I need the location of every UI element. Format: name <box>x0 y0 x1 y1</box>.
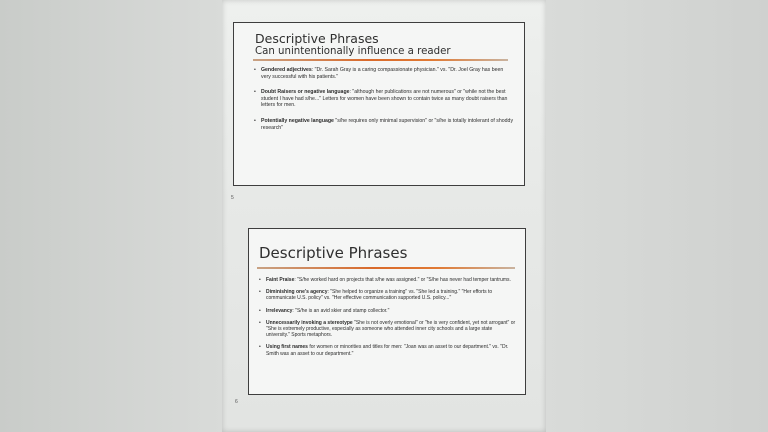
background-right <box>546 0 768 432</box>
list-item: • Faint Praise: "S/he worked hard on projects that s/he was assigned." or "S/he has never had temper tantrums. <box>259 277 517 283</box>
bullet-list <box>259 277 517 363</box>
slide-6 <box>248 228 526 395</box>
page-number: 6 <box>235 399 238 405</box>
list-item: • Gendered adjectives: "Dr. Sarah Gray is a caring compassionate physician." vs. "Dr. Joel Gray has been very successful with his patients." <box>254 67 514 80</box>
list-item: • Using first names for women or minorities and titles for men: "Joan was an asset to our department." vs. "Dr. Smith was an asset to our department." <box>259 344 517 356</box>
background-left <box>0 0 222 432</box>
slide-title: Descriptive Phrases <box>255 31 379 46</box>
slide-title: Descriptive Phrases <box>259 244 408 262</box>
bullet-list <box>254 67 514 140</box>
list-item: • Potentially negative language "s/he requires only minimal supervision" or "s/he is totally intolerant of shoddy research" <box>254 118 514 131</box>
slide-subtitle: Can unintentionally influence a reader <box>255 46 451 57</box>
list-item: • Irrelevancy: "S/he is an avid skier and stamp collector." <box>259 308 517 314</box>
page-number: 5 <box>231 195 234 201</box>
title-underline <box>257 267 515 269</box>
list-item: • Doubt Raisers or negative language: "although her publications are not numerous" or "while not the best student I have had s/he..." Letters for women have been shown to contain twice as many doubt raisers than letters for men. <box>254 89 514 109</box>
slide-5 <box>233 22 525 186</box>
list-item: • Unnecessarily invoking a stereotype "She is not overly emotional" or "he is very confident, yet not arrogant" or "She is extremely productive, especially as someone who attended inner city schools and a large state university." Sports metaphors. <box>259 320 517 339</box>
title-underline <box>253 59 508 61</box>
list-item: • Diminishing one's agency: "She helped to organize a training" vs. "She led a training." "Her efforts to communicate U.S. policy" vs. "Her effective communication supported U.S. policy..." <box>259 289 517 301</box>
